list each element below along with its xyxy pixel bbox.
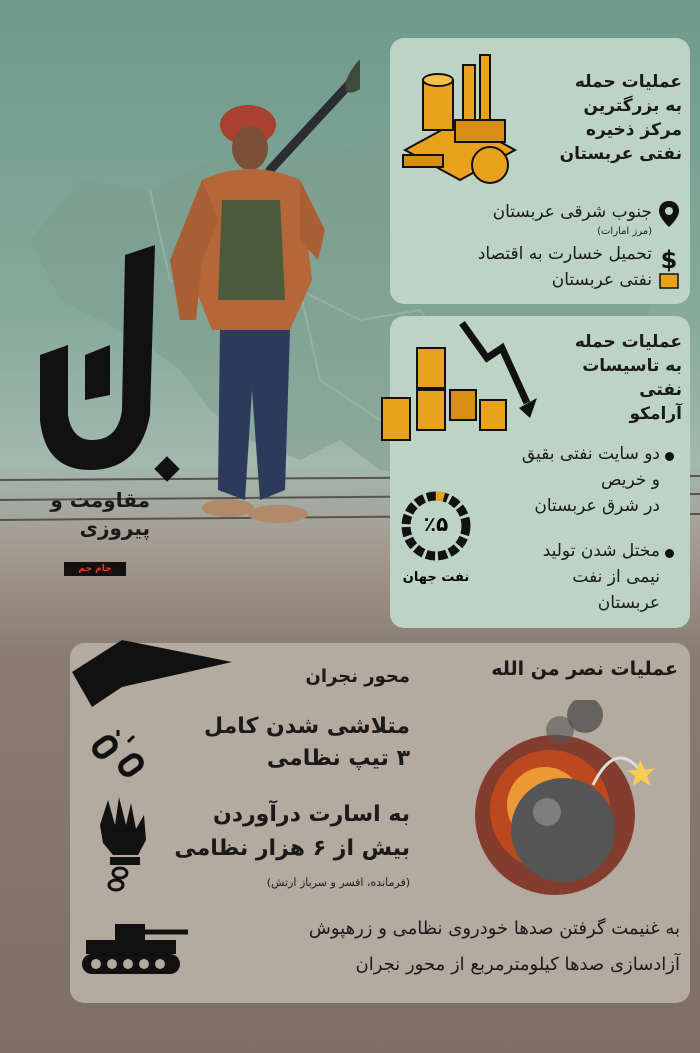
section2-bullet2-line3: عربستان [597, 593, 660, 613]
section1-location: جنوب شرقی عربستان [492, 202, 652, 222]
section1-location-note: (مرز امارات) [597, 226, 652, 237]
bullet-icon [665, 452, 674, 461]
section2-bullet1-line2: و خریص [600, 470, 660, 490]
section2-title-line4: آرامکو [629, 404, 682, 424]
dollar-icon [656, 244, 682, 292]
section2-title-line2: به تاسیسات [582, 356, 682, 376]
section3-title: عملیات نصر من الله [491, 658, 678, 680]
section3-item4: آزادسازی صدها کیلومترمربع از محور نجران [355, 954, 680, 975]
bullet-icon [665, 549, 674, 558]
bomb-icon [445, 700, 675, 910]
section2-bullet1-line3: در شرق عربستان [534, 496, 660, 516]
section1-title-line4: نفتی عربستان [559, 144, 682, 164]
section3-item2-line2: بیش از ۶ هزار نظامی [174, 836, 410, 861]
section1-loss-line1: تحمیل خسارت به اقتصاد [477, 244, 652, 264]
section2-bullet2-line1: مختل شدن تولید [542, 541, 660, 561]
chained-hand-icon [88, 795, 158, 895]
brand-subtitle-line1: مقاومت و [50, 488, 150, 512]
section2-bullet2-line2: نیمی از نفت [572, 567, 660, 587]
section1-title-line3: مرکز ذخیره [585, 120, 682, 140]
yemen-calligraphy-logo [30, 245, 180, 495]
tank-icon [80, 920, 190, 978]
section1-title-line1: عملیات حمله [574, 72, 682, 92]
section2-bullet1-line1: دو سایت نفتی بقیق [521, 444, 660, 464]
jamejam-logo: جام جم [64, 562, 126, 576]
section2-title-line3: نفتی [639, 380, 682, 400]
section3-item3: به غنیمت گرفتن صدها خودروی نظامی و زرهپوش [308, 918, 680, 939]
section3-axis: محور نجران [305, 666, 410, 687]
section1-title-line2: به بزرگترین [583, 96, 682, 116]
section3-item1-line2: ۳ تیپ نظامی [266, 746, 410, 771]
gauge-value: ٪۵ [423, 512, 449, 536]
section3-item2-line1: به اسارت درآوردن [212, 802, 410, 827]
section3-item2-note: (فرمانده، افسر و سرباز ارتش) [266, 876, 410, 889]
section1-loss-line2: نفتی عربستان [551, 270, 652, 290]
svg-text:$: $ [660, 246, 678, 274]
section2-title-line1: عملیات حمله [574, 332, 682, 352]
brand-subtitle-line2: پیروزی [79, 516, 150, 540]
gauge-label: نفت جهان [402, 570, 470, 585]
section3-item1-line1: متلاشی شدن کامل [204, 714, 410, 739]
broken-chain-icon [90, 730, 146, 782]
location-pin-icon [658, 200, 680, 228]
oil-barrels-icon [372, 318, 542, 448]
refinery-icon [385, 40, 535, 190]
